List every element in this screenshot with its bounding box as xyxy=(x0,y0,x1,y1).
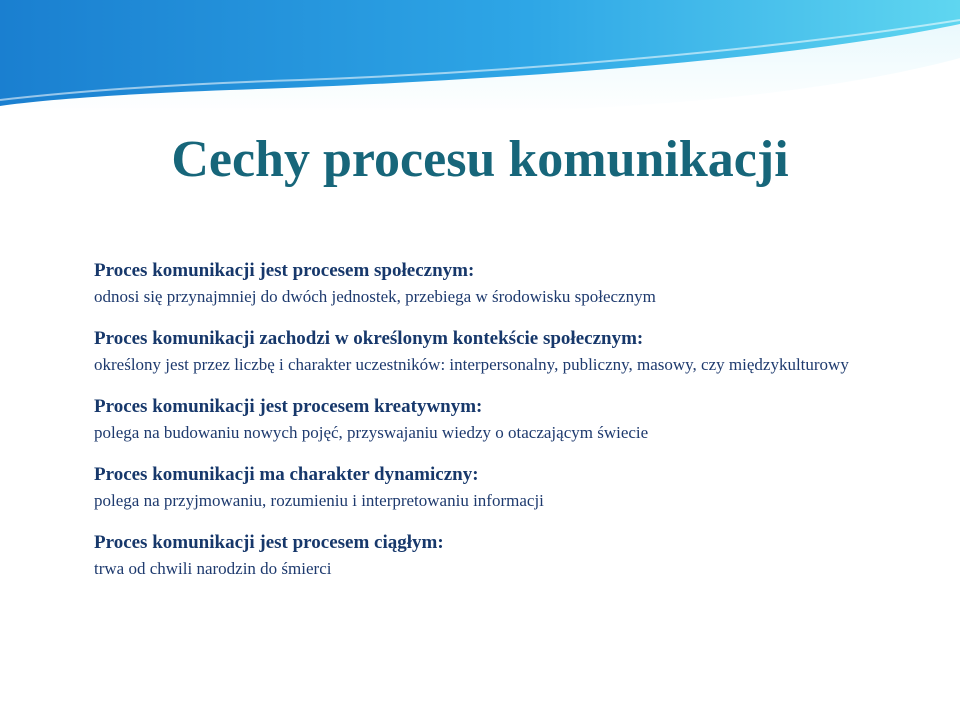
feature-item-context xyxy=(94,326,894,378)
feature-description: określony jest przez liczbę i charakter uczestników: interpersonalny, publiczny, masowy, czy międzykulturowy xyxy=(94,355,849,374)
feature-description: trwa od chwili narodzin do śmierci xyxy=(94,559,332,578)
page-title: Cechy procesu komunikacji xyxy=(171,131,789,188)
feature-heading: Proces komunikacji ma charakter dynamiczny: xyxy=(94,464,479,485)
feature-list xyxy=(94,258,894,598)
feature-heading: Proces komunikacji jest procesem kreatywnym: xyxy=(94,396,483,417)
banner-wave-graphic xyxy=(0,0,960,110)
feature-description: polega na przyjmowaniu, rozumieniu i interpretowaniu informacji xyxy=(94,491,544,510)
feature-description: polega na budowaniu nowych pojęć, przyswajaniu wiedzy o otaczającym świecie xyxy=(94,423,649,442)
feature-item-continuous xyxy=(94,530,894,582)
feature-heading: Proces komunikacji jest procesem ciągłym: xyxy=(94,532,444,553)
feature-item-social xyxy=(94,258,894,310)
feature-item-dynamic xyxy=(94,462,894,514)
feature-heading: Proces komunikacji jest procesem społecznym: xyxy=(94,260,475,281)
feature-heading: Proces komunikacji zachodzi w określonym kontekście społecznym: xyxy=(94,328,644,349)
feature-description: odnosi się przynajmniej do dwóch jednostek, przebiega w środowisku społecznym xyxy=(94,287,656,306)
feature-item-creative xyxy=(94,394,894,446)
header-banner xyxy=(0,0,960,110)
